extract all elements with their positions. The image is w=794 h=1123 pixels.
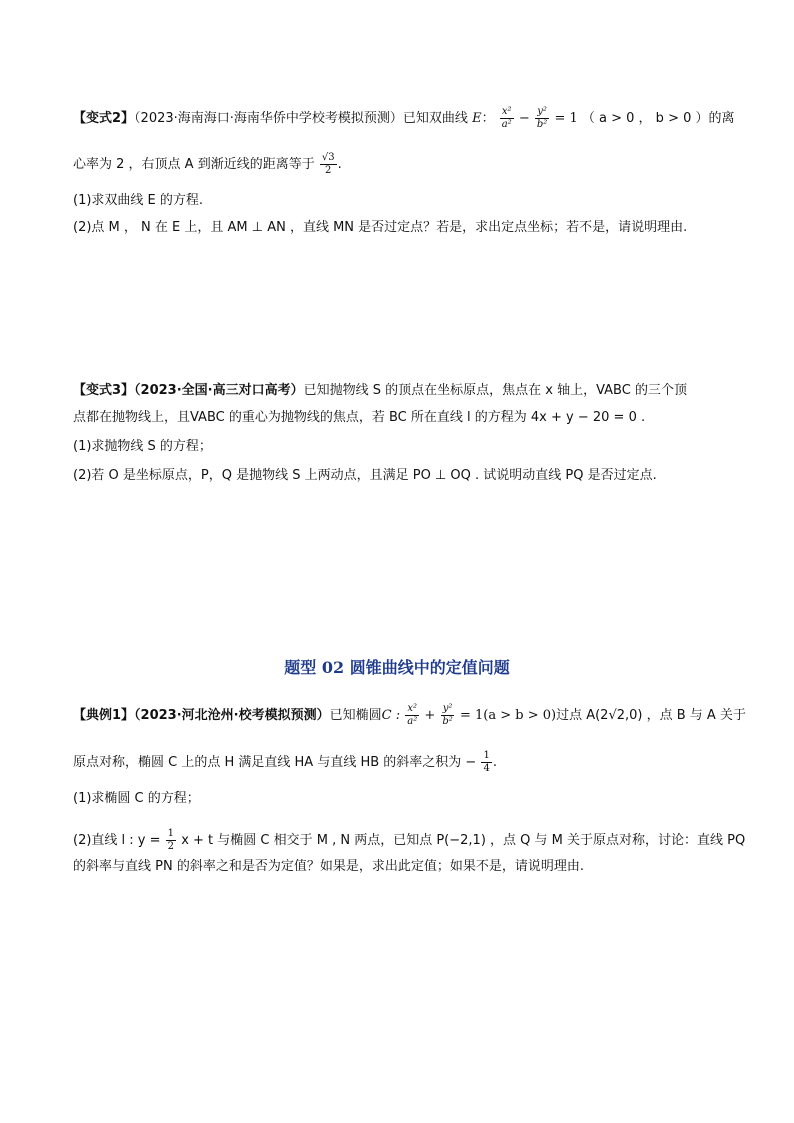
variant2-tag: 【变式2】 xyxy=(73,111,135,126)
equation-rhs: = 1 xyxy=(554,111,578,126)
frac-den: 2 xyxy=(167,841,175,852)
variant3-line1-text: 已知抛物线 S 的顶点在坐标原点，焦点在 x 轴上，VABC 的三个顶 xyxy=(303,383,687,398)
variant3-line2: 点都在抛物线上，且VABC 的重心为抛物线的焦点，若 BC 所在直线 l 的方程为 4x + y − 20 = 0 . xyxy=(73,410,646,425)
fraction-x-over-a xyxy=(500,106,514,131)
fraction-sqrt3-over-2 xyxy=(320,152,337,177)
frac-den: 4 xyxy=(483,763,490,774)
curve-name: C : xyxy=(381,708,401,723)
variant3-line1 xyxy=(73,383,687,399)
frac-den: 2 xyxy=(325,165,332,176)
fraction-x-over-a xyxy=(405,703,419,728)
fraction-1-over-4 xyxy=(481,750,491,775)
frac-num: x² xyxy=(407,703,418,714)
example1-tail: 过点 A(2√2,0) ，点 B 与 A 关于 xyxy=(556,708,746,723)
fraction-1-over-2 xyxy=(166,828,176,853)
frac-num: x² xyxy=(501,106,512,117)
minus-sign: − xyxy=(518,111,530,126)
frac-num: y² xyxy=(537,106,547,117)
condition: （ a > 0 ， b > 0 ） xyxy=(581,111,709,126)
equation-rhs: = 1(a > b > 0) xyxy=(459,708,557,723)
plus-sign: + xyxy=(424,708,436,723)
example1-line2-text: 原点对称，椭圆 C 上的点 H 满足直线 HA 与直线 HB 的斜率之积为 − xyxy=(73,755,477,770)
frac-den: a² xyxy=(407,716,418,727)
example1-question2 xyxy=(73,828,745,853)
example1-line1 xyxy=(73,703,746,728)
variant3-source: （2023·全国·高三对口高考） xyxy=(134,383,304,398)
variant2-line1 xyxy=(73,106,735,131)
variant2-line2 xyxy=(73,152,342,177)
period: . xyxy=(337,157,342,172)
frac-den: b² xyxy=(442,716,453,727)
variant2-question1: (1)求双曲线 E 的方程. xyxy=(73,193,204,208)
fraction-y-over-b xyxy=(440,703,454,728)
example1-intro: 已知椭圆 xyxy=(329,708,382,723)
variant3-tag: 【变式3】 xyxy=(73,383,135,398)
frac-num: √3 xyxy=(321,152,335,163)
example1-question2-line2: 的斜率与直线 PN 的斜率之和是否为定值？如果是，求出此定值；如果不是，请说明理由. xyxy=(73,859,584,874)
frac-num: y² xyxy=(442,703,453,714)
variant3-question2: (2)若 O 是坐标原点，P，Q 是抛物线 S 上两动点，且满足 PO ⊥ OQ . 试说明动直线 PQ 是否过定点. xyxy=(73,468,657,483)
frac-num: 1 xyxy=(167,828,175,839)
variant3-question1: (1)求抛物线 S 的方程； xyxy=(73,439,212,454)
example1-source: （2023·河北沧州·校考模拟预测） xyxy=(134,708,330,723)
variant2-question2: (2)点 M ， N 在 E 上，且 AM ⊥ AN ，直线 MN 是否过定点？若是，求出定点坐标；若不是，请说明理由. xyxy=(73,220,688,235)
variant2-intro: 已知双曲线 xyxy=(402,111,468,126)
colon: ： xyxy=(481,111,495,126)
frac-den: b² xyxy=(536,119,548,130)
variant2-line2-text: 心率为 2 ，右顶点 A 到渐近线的距离等于 xyxy=(73,157,315,172)
section-title: 题型 02 圆锥曲线中的定值问题 xyxy=(284,658,510,677)
frac-num: 1 xyxy=(483,750,490,761)
example1-tag: 【典例1】 xyxy=(73,708,135,723)
fraction-y-over-b xyxy=(535,106,549,131)
variant2-tail: 的离 xyxy=(708,111,735,126)
example1-line2 xyxy=(73,750,497,775)
example1-q2-start: (2)直线 l : y = xyxy=(73,833,161,848)
example1-q2-rest: x + t 与椭圆 C 相交于 M , N 两点，已知点 P(−2,1) ，点 Q 与 M 关于原点对称，讨论：直线 PQ xyxy=(181,833,746,848)
frac-den: a² xyxy=(501,119,512,130)
curve-name: E xyxy=(472,111,482,126)
period: . xyxy=(492,755,497,770)
variant2-source: （2023·海南海口·海南华侨中学校考模拟预测） xyxy=(134,111,403,126)
example1-question1: (1)求椭圆 C 的方程； xyxy=(73,791,200,806)
